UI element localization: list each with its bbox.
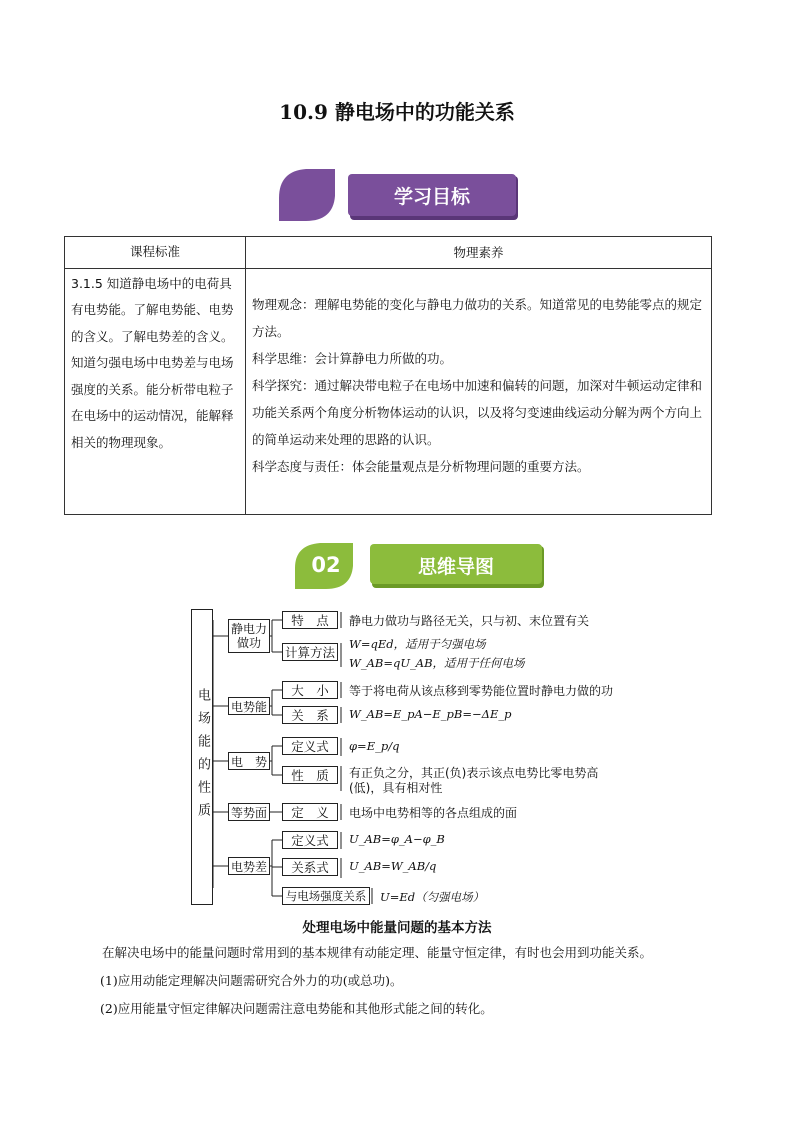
text-property-1: 有正负之分，其正(负)表示该点电势比零电势高 <box>349 766 599 780</box>
mindmap-root <box>191 609 213 905</box>
text-equipotential-def: 电场中电势相等的各点组成的面 <box>349 806 518 820</box>
text-field-strength: U=Ed（匀强电场） <box>380 890 485 904</box>
mindmap-root-label: 电场能的性质 <box>195 688 210 826</box>
literacy-cell <box>246 268 712 514</box>
table-header-standard: 课程标准 <box>65 237 246 269</box>
text-calc-1: W=qEd，适用于匀强电场 <box>349 637 486 651</box>
learning-goals-label: 学习目标 <box>393 186 470 208</box>
course-standard-cell: 3.1.5 知道静电场中的电荷具有电势能。了解电势能、电势的含义。了解电势差的含义。知道匀强电场中电势差与电场强度的关系。能分析带电粒子在电场中的运动情况，能解释相关的物理现象。 <box>65 268 246 514</box>
branch-equipotential: 等势面 <box>228 803 270 821</box>
text-feature: 静电力做功与路径无关，只与初、末位置有关 <box>349 614 590 628</box>
literacy-thinking: 科学思维：会计算静电力所做的功。 <box>252 350 453 366</box>
mindmap-label: 思维导图 <box>417 556 494 578</box>
leaf-definition-potential: 定义式 <box>282 737 338 755</box>
branch-potential-energy: 电势能 <box>228 697 270 715</box>
document-title: 10.9 静电场中的功能关系 <box>279 100 515 124</box>
methods-item-1: (1)应用动能定理解决问题需研究合外力的功(或总功)。 <box>100 973 403 988</box>
leaf-field-strength-relation: 与电场强度关系 <box>282 887 370 905</box>
literacy-attitude: 科学态度与责任：体会能量观点是分析物理问题的重要方法。 <box>252 458 590 474</box>
leaf-definition-difference: 定义式 <box>282 831 338 849</box>
leaf-calc-method: 计算方法 <box>282 643 338 661</box>
learning-goals-banner <box>276 166 520 224</box>
leaf-relation: 关 系 <box>282 706 338 724</box>
text-potential-def: φ=E_p/q <box>349 739 400 753</box>
literacy-inquiry: 科学探究：通过解决带电粒子在电场中加速和偏转的问题，加深对牛顿运动定律和功能关系两个角度分析物体运动的认识，以及将匀变速曲线运动分解为两个方向上的简单运动来处理的思路的认识。 <box>252 377 703 447</box>
leaf-property: 性 质 <box>282 766 338 784</box>
mindmap-banner <box>292 540 546 592</box>
text-difference-relation: U_AB=W_AB/q <box>349 859 437 873</box>
methods-intro: 在解决电场中的能量问题时常用到的基本规律有动能定理、能量守恒定律，有时也会用到功能关系。 <box>102 945 653 960</box>
branch-work: 静电力做功 <box>228 619 270 653</box>
text-property-2: (低)，具有相对性 <box>349 781 443 795</box>
text-difference-def: U_AB=φ_A−φ_B <box>349 832 445 846</box>
mindmap-number: 02 <box>311 553 341 577</box>
methods-heading: 处理电场中能量问题的基本方法 <box>302 920 492 936</box>
leaf-definition-equipotential: 定 义 <box>282 803 338 821</box>
leaf-feature: 特 点 <box>282 611 338 629</box>
text-calc-2: W_AB=qU_AB，适用于任何电场 <box>349 656 525 670</box>
leaf-magnitude: 大 小 <box>282 681 338 699</box>
text-relation: W_AB=E_pA−E_pB=−ΔE_p <box>349 707 512 721</box>
branch-potential-difference: 电势差 <box>228 857 270 875</box>
text-magnitude: 等于将电荷从该点移到零势能位置时静电力做的功 <box>349 684 614 698</box>
leaf-relation-formula: 关系式 <box>282 858 338 876</box>
standards-table <box>64 236 712 515</box>
table-header-literacy: 物理素养 <box>246 237 712 269</box>
branch-potential: 电 势 <box>228 752 270 770</box>
literacy-concept: 物理观念：理解电势能的变化与静电力做功的关系。知道常见的电势能零点的规定方法。 <box>252 296 703 339</box>
methods-item-2: (2)应用能量守恒定律解决问题需注意电势能和其他形式能之间的转化。 <box>100 1001 493 1016</box>
